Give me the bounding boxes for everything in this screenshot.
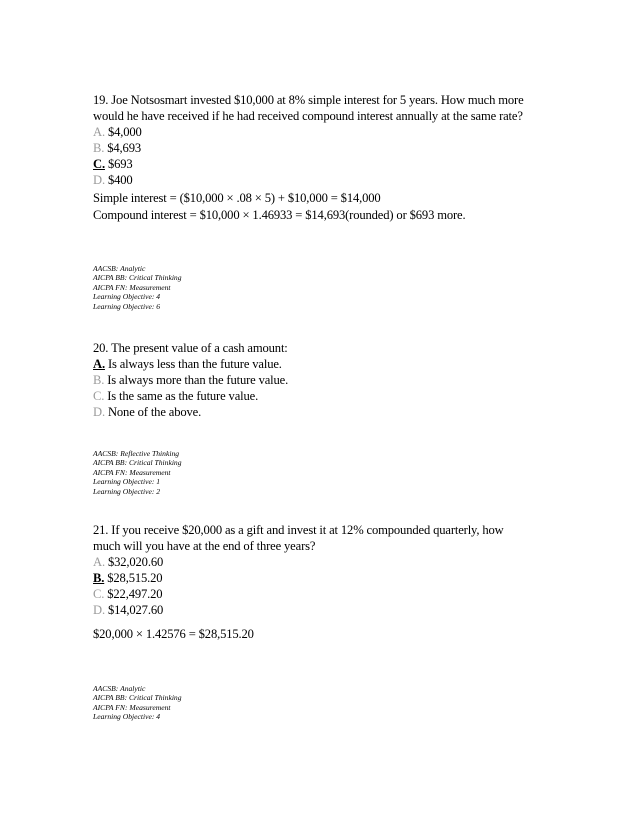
meta-line: AACSB: Analytic xyxy=(93,684,146,693)
option-text: None of the above. xyxy=(107,405,202,419)
meta-line: AICPA FN: Measurement xyxy=(93,702,171,712)
option-letter: A. xyxy=(93,125,105,139)
question-19 xyxy=(93,92,613,188)
meta-line: Learning Objective: 1 xyxy=(93,477,161,487)
meta-line: AACSB: Reflective Thinking xyxy=(93,449,180,458)
option-d xyxy=(93,404,613,420)
option-letter: B. xyxy=(93,571,105,585)
option-letter: A. xyxy=(93,357,105,371)
option-c-correct xyxy=(93,156,613,172)
option-text: $4,000 xyxy=(107,125,142,139)
explanation-line: Compound interest = $10,000 × 1.46933 = $14,693(rounded) or $693 more. xyxy=(93,208,466,222)
option-b xyxy=(93,140,613,156)
option-text: $693 xyxy=(107,157,133,171)
meta-line: Learning Objective: 4 xyxy=(93,292,161,302)
option-letter: C. xyxy=(93,587,105,601)
option-letter: B. xyxy=(93,373,105,387)
question-stem: 21. If you receive $20,000 as a gift and invest it at 12% compounded quarterly, how xyxy=(93,523,504,537)
question-21 xyxy=(93,522,613,618)
option-d xyxy=(93,602,613,618)
option-letter: B. xyxy=(93,141,105,155)
option-a-correct xyxy=(93,356,613,372)
option-text: $22,497.20 xyxy=(107,587,163,601)
meta-line: AACSB: Analytic xyxy=(93,264,146,273)
meta-line: AICPA BB: Critical Thinking xyxy=(93,458,182,468)
question-stem: 20. The present value of a cash amount: xyxy=(93,341,288,355)
question-20 xyxy=(93,340,613,420)
option-letter: D. xyxy=(93,173,105,187)
question-stem: would he have received if he had received compound interest annually at the same rate? xyxy=(93,109,523,123)
option-letter: C. xyxy=(93,157,105,171)
option-letter: A. xyxy=(93,555,105,569)
meta-line: AICPA BB: Critical Thinking xyxy=(93,273,182,283)
metadata-20 xyxy=(93,449,613,496)
meta-line: Learning Objective: 2 xyxy=(93,486,161,496)
option-letter: D. xyxy=(93,405,105,419)
option-text: Is always less than the future value. xyxy=(107,357,282,371)
explanation-line: $20,000 × 1.42576 = $28,515.20 xyxy=(93,627,254,641)
option-letter: D. xyxy=(93,603,105,617)
option-letter: C. xyxy=(93,389,105,403)
meta-line: AICPA FN: Measurement xyxy=(93,282,171,292)
option-c xyxy=(93,388,613,404)
meta-line: Learning Objective: 6 xyxy=(93,301,161,311)
option-text: Is always more than the future value. xyxy=(107,373,289,387)
option-text: $14,027.60 xyxy=(107,603,164,617)
option-a xyxy=(93,554,613,570)
option-text: $32,020.60 xyxy=(107,555,164,569)
meta-line: AICPA BB: Critical Thinking xyxy=(93,693,182,703)
question-stem: 19. Joe Notsosmart invested $10,000 at 8% simple interest for 5 years. How much more xyxy=(93,93,524,107)
option-b-correct xyxy=(93,570,613,586)
meta-line: AICPA FN: Measurement xyxy=(93,467,171,477)
metadata-21 xyxy=(93,684,613,722)
option-d xyxy=(93,172,613,188)
explanation-21 xyxy=(93,626,613,643)
metadata-19 xyxy=(93,264,613,311)
option-b xyxy=(93,372,613,388)
option-c xyxy=(93,586,613,602)
option-text: $400 xyxy=(107,173,133,187)
option-a xyxy=(93,124,613,140)
option-text: $4,693 xyxy=(107,141,141,155)
explanation-19 xyxy=(93,190,613,224)
question-stem: much will you have at the end of three years? xyxy=(93,539,316,553)
option-text: Is the same as the future value. xyxy=(107,389,259,403)
explanation-line: Simple interest = ($10,000 × .08 × 5) + $10,000 = $14,000 xyxy=(93,191,381,205)
meta-line: Learning Objective: 4 xyxy=(93,712,161,722)
option-text: $28,515.20 xyxy=(107,571,163,585)
